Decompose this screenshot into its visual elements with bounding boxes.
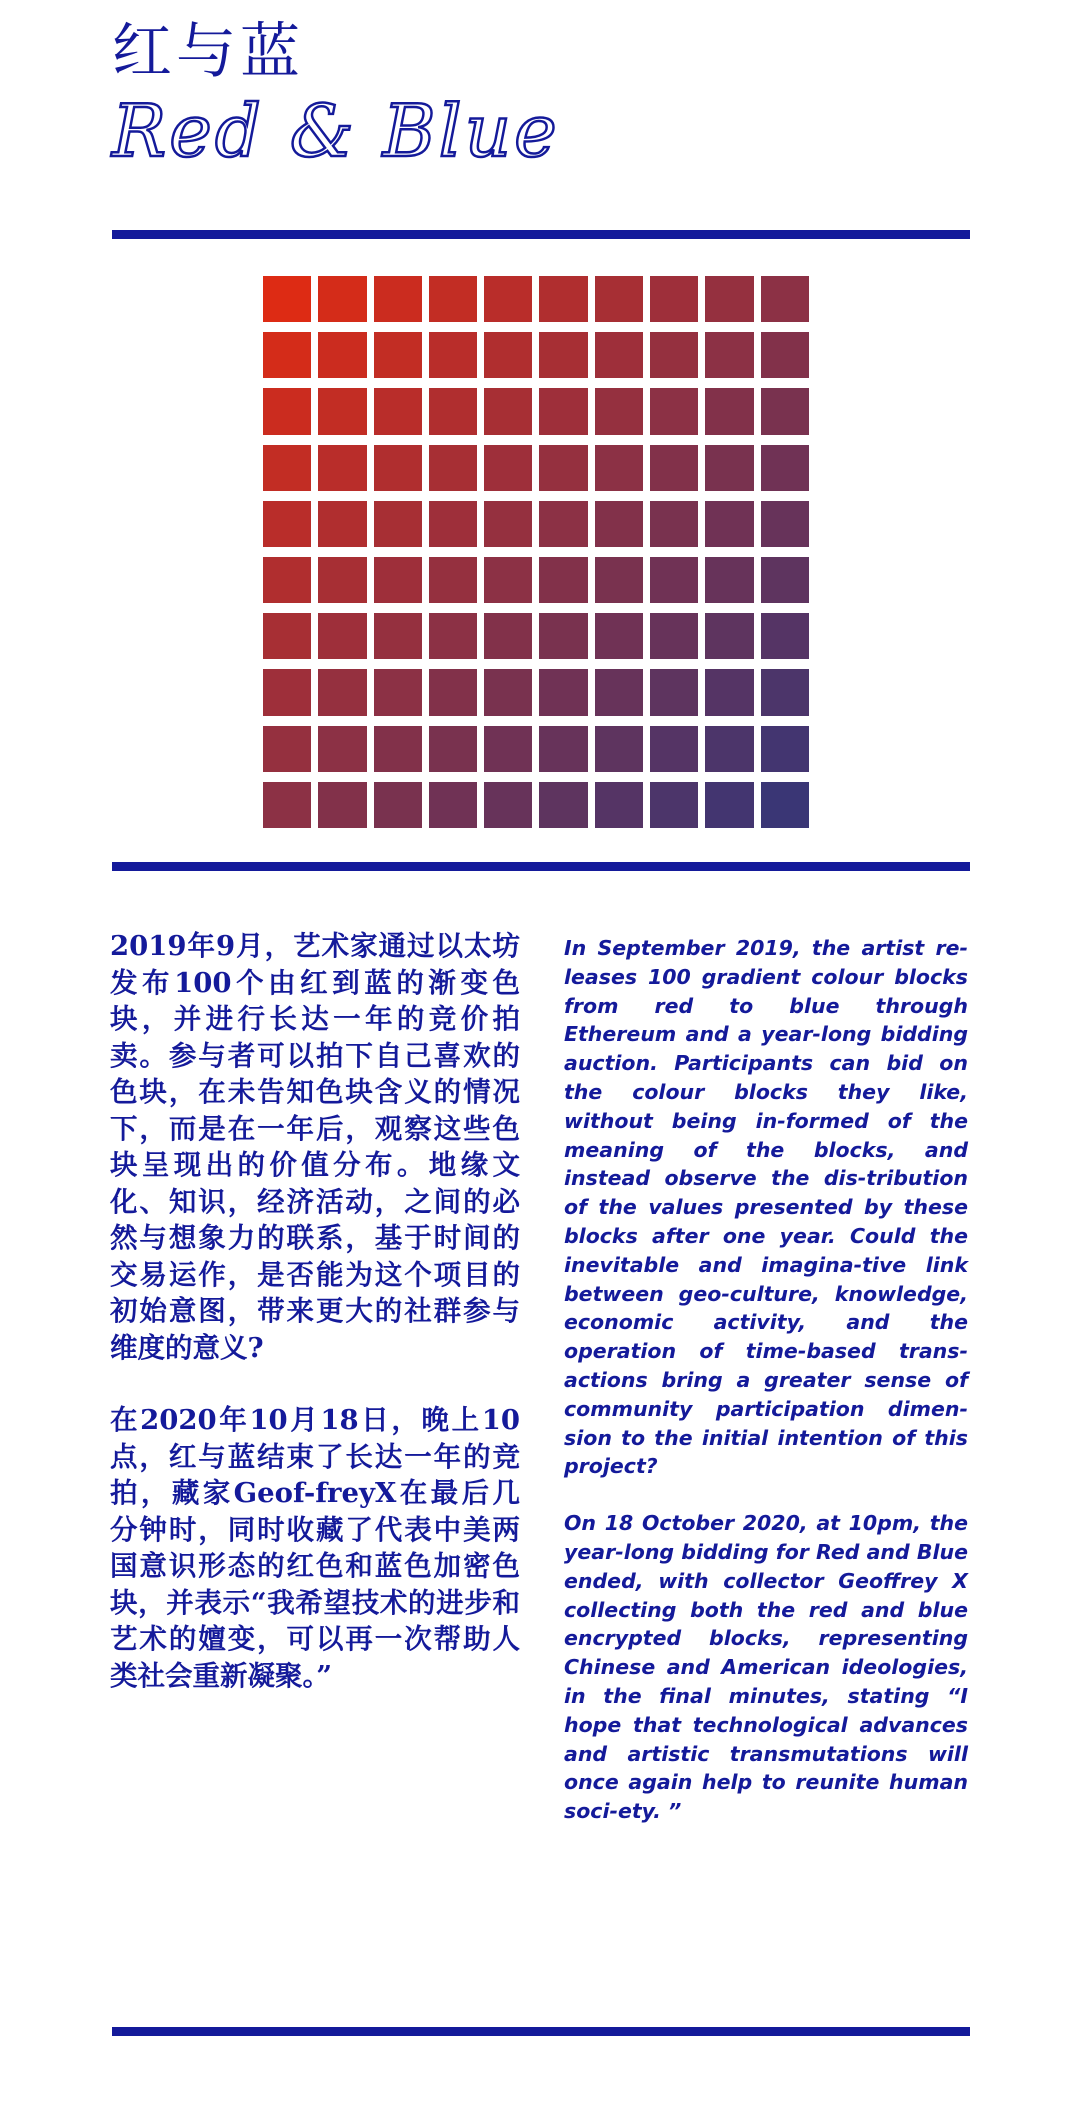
color-block — [650, 669, 698, 715]
color-block — [539, 388, 587, 434]
color-block — [374, 782, 422, 828]
color-block — [374, 445, 422, 491]
color-block — [539, 445, 587, 491]
color-block — [761, 445, 809, 491]
color-block — [705, 332, 753, 378]
color-block — [484, 726, 532, 772]
body-english-paragraph-2: On 18 October 2020, at 10pm, the year-long bidding for Red and Blue ended, with collector Geoffrey X collecting both the red and blue encrypted blocks, representing Chinese and American ideologies, in the final minutes, stating “I hope that technological advances and artistic transmutations will once again help to reunite human soci-ety. ” — [564, 1511, 968, 1824]
color-block — [263, 445, 311, 491]
color-block — [429, 445, 477, 491]
color-block — [429, 782, 477, 828]
divider-bottom — [112, 2027, 970, 2036]
color-block — [705, 276, 753, 322]
color-block — [318, 782, 366, 828]
color-block — [761, 332, 809, 378]
color-block — [263, 388, 311, 434]
color-block — [761, 726, 809, 772]
color-block — [705, 726, 753, 772]
body-english-paragraph-1: In September 2019, the artist re-leases 100 gradient colour blocks from red to blue through Ethereum and a year-long bidding auction. Participants can bid on the colour blocks they like, without being in-formed of the meaning of the blocks, and instead observe the dis-tribution of the values presented by these blocks after one year. Could the inevitable and imagina-tive link between geo-culture, knowledge, economic activity, and the operation of time-based trans-actions bring a greater sense of community participation dimen-sion to the initial intention of this project? — [564, 936, 968, 1479]
color-block — [650, 501, 698, 547]
body-chinese-column — [110, 928, 520, 1730]
color-block — [263, 726, 311, 772]
color-block — [484, 557, 532, 603]
color-block — [263, 276, 311, 322]
color-block — [705, 445, 753, 491]
color-block — [595, 726, 643, 772]
color-block — [650, 726, 698, 772]
color-block — [429, 613, 477, 659]
color-block — [484, 669, 532, 715]
color-block — [705, 669, 753, 715]
color-block — [705, 782, 753, 828]
color-block — [595, 557, 643, 603]
color-block — [705, 613, 753, 659]
body-chinese-paragraph-1: 2019年9月，艺术家通过以太坊发布100个由红到蓝的渐变色块，并进行长达一年的竞价拍卖。参与者可以拍下自己喜欢的色块，在未告知色块含义的情况下，而是在一年后，观察这些色块呈现出的价值分布。地缘文化、知识，经济活动，之间的必然与想象力的联系，基于时间的交易运作，是否能为这个项目的初始意图，带来更大的社群参与维度的意义? — [110, 930, 520, 1364]
color-block — [539, 332, 587, 378]
color-block — [263, 557, 311, 603]
color-block — [374, 557, 422, 603]
color-block-grid — [263, 276, 809, 828]
color-block — [650, 276, 698, 322]
body-english-column — [564, 934, 968, 1854]
color-block — [595, 669, 643, 715]
color-block — [263, 782, 311, 828]
color-block — [761, 276, 809, 322]
color-block — [595, 276, 643, 322]
color-block — [595, 445, 643, 491]
color-block — [263, 501, 311, 547]
divider-middle — [112, 862, 970, 871]
color-block — [484, 613, 532, 659]
color-block — [539, 276, 587, 322]
color-block — [539, 782, 587, 828]
color-block — [374, 332, 422, 378]
color-block — [595, 332, 643, 378]
color-block — [539, 613, 587, 659]
color-block — [595, 782, 643, 828]
color-block — [761, 501, 809, 547]
color-block — [429, 332, 477, 378]
color-block — [263, 669, 311, 715]
color-block — [761, 557, 809, 603]
color-block — [484, 445, 532, 491]
color-block — [484, 501, 532, 547]
color-block — [761, 613, 809, 659]
body-chinese-paragraph-2: 在2020年10月18日，晚上10点，红与蓝结束了长达一年的竞拍，藏家Geof-freyX在最后几分钟时，同时收藏了代表中美两国意识形态的红色和蓝色加密色块，并表示“我希望技术的进步和艺术的嬗变，可以再一次帮助人类社会重新凝聚。” — [110, 1404, 520, 1692]
color-block — [705, 388, 753, 434]
color-block — [705, 557, 753, 603]
color-block — [429, 557, 477, 603]
color-block — [429, 276, 477, 322]
color-block — [318, 613, 366, 659]
color-block — [539, 669, 587, 715]
color-block — [318, 332, 366, 378]
color-block — [318, 669, 366, 715]
color-block — [539, 501, 587, 547]
color-block — [318, 276, 366, 322]
color-block — [484, 782, 532, 828]
divider-top — [112, 230, 970, 239]
color-block — [484, 276, 532, 322]
color-block — [705, 501, 753, 547]
color-block — [374, 276, 422, 322]
color-block — [484, 332, 532, 378]
color-block — [650, 445, 698, 491]
color-block — [650, 613, 698, 659]
color-block — [539, 557, 587, 603]
color-block — [595, 613, 643, 659]
color-block — [318, 388, 366, 434]
color-block — [318, 557, 366, 603]
color-block — [650, 782, 698, 828]
color-block — [374, 669, 422, 715]
color-block — [761, 388, 809, 434]
color-block — [429, 388, 477, 434]
color-block — [595, 501, 643, 547]
color-block — [318, 445, 366, 491]
color-block — [595, 388, 643, 434]
color-block — [650, 388, 698, 434]
color-block — [484, 388, 532, 434]
color-block — [650, 557, 698, 603]
title-chinese: 红与蓝 — [112, 17, 304, 87]
color-block — [429, 726, 477, 772]
color-block — [374, 726, 422, 772]
color-block — [374, 501, 422, 547]
title-english: Red & Blue — [112, 89, 560, 173]
color-block — [374, 613, 422, 659]
color-block — [429, 669, 477, 715]
color-block — [761, 782, 809, 828]
color-block — [318, 726, 366, 772]
color-block — [374, 388, 422, 434]
color-block — [263, 613, 311, 659]
color-block — [539, 726, 587, 772]
color-block — [650, 332, 698, 378]
color-block — [429, 501, 477, 547]
color-block — [263, 332, 311, 378]
color-block — [318, 501, 366, 547]
color-block — [761, 669, 809, 715]
